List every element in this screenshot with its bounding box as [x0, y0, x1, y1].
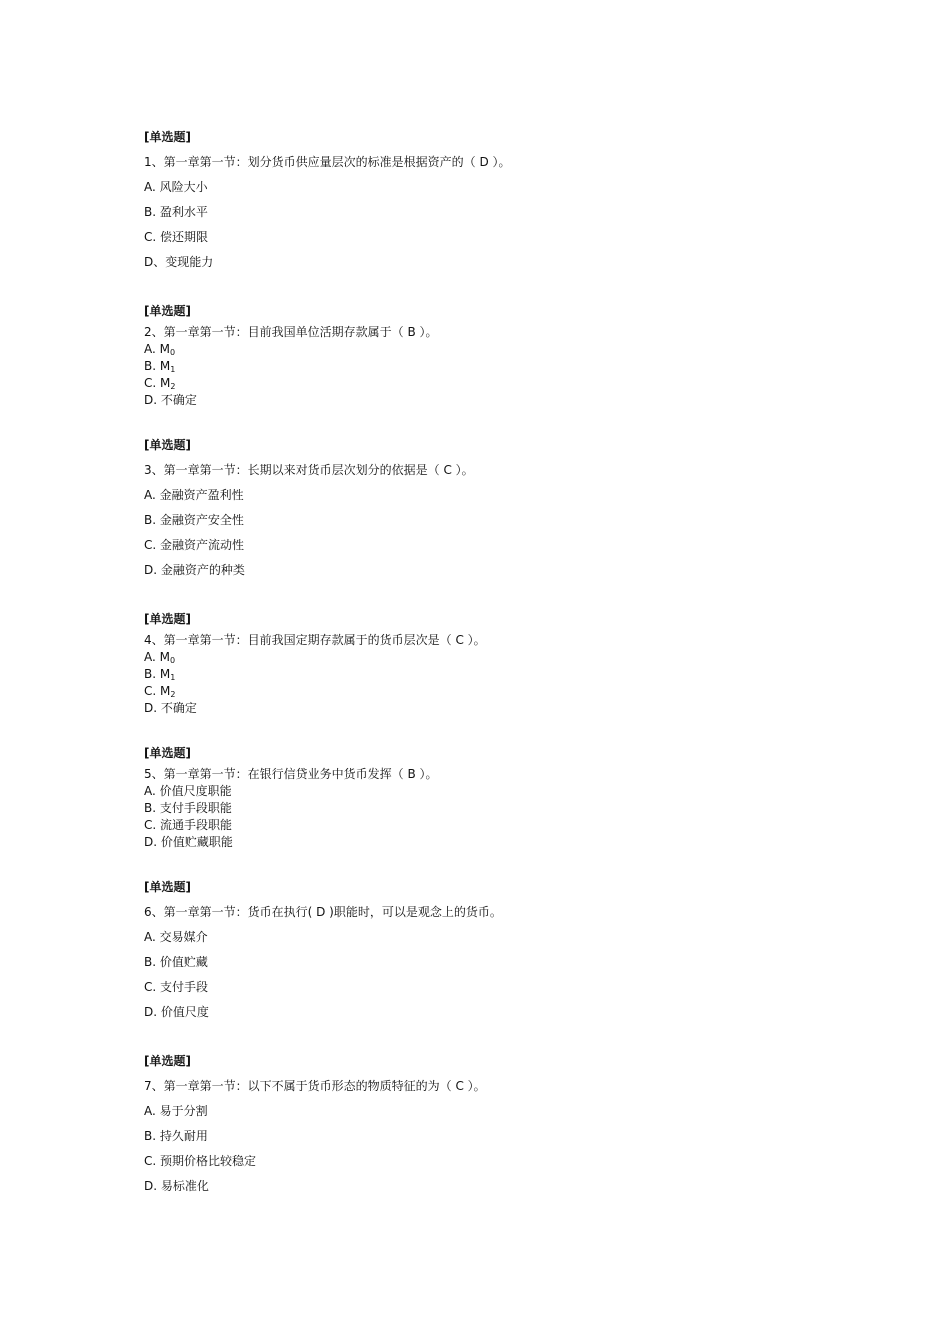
- option-a: A. 交易媒介: [144, 930, 208, 944]
- option-a: A. $M_0$: [144, 342, 176, 357]
- option-b: B. $M_1$: [144, 667, 176, 682]
- question-type: [单选题]: [144, 1054, 191, 1068]
- option-c: C. 支付手段: [144, 980, 209, 994]
- option-d: D. 易标准化: [144, 1179, 209, 1193]
- option-c: C. 偿还期限: [144, 230, 209, 244]
- option-d: D. 价值尺度: [144, 1005, 209, 1019]
- option-b: B. 盈利水平: [144, 205, 208, 219]
- question-type: [单选题]: [144, 304, 191, 318]
- question-stem: 6、第一章第一节：货币在执行( D )职能时，可以是观念上的货币。: [144, 905, 502, 919]
- option-a: A. $M_0$: [144, 650, 176, 665]
- question-stem: 2、第一章第一节：目前我国单位活期存款属于（ B ）。: [144, 325, 438, 339]
- question-stem: 5、第一章第一节：在银行信贷业务中货币发挥（ B ）。: [144, 767, 438, 781]
- question-type: [单选题]: [144, 612, 191, 626]
- option-b: B. 支付手段职能: [144, 801, 232, 815]
- option-a: A. 金融资产盈利性: [144, 488, 244, 502]
- option-d: D. 价值贮藏职能: [144, 835, 233, 849]
- option-c: C. $M_2$: [144, 376, 176, 391]
- question-stem: 4、第一章第一节：目前我国定期存款属于的货币层次是（ C ）。: [144, 633, 486, 647]
- option-d: D、变现能力: [144, 255, 214, 269]
- option-d: D. 金融资产的种类: [144, 563, 245, 577]
- question-type: [单选题]: [144, 130, 191, 144]
- option-a: A. 价值尺度职能: [144, 784, 232, 798]
- question-stem: 1、第一章第一节：划分货币供应量层次的标准是根据资产的（ D ）。: [144, 155, 511, 169]
- option-c: C. 金融资产流动性: [144, 538, 245, 552]
- option-d: D. 不确定: [144, 701, 197, 715]
- option-b: B. 价值贮藏: [144, 955, 208, 969]
- question-type: [单选题]: [144, 880, 191, 894]
- option-d: D. 不确定: [144, 393, 197, 407]
- option-b: B. 金融资产安全性: [144, 513, 244, 527]
- question-type: [单选题]: [144, 438, 191, 452]
- question-type: [单选题]: [144, 746, 191, 760]
- option-b: B. 持久耐用: [144, 1129, 208, 1143]
- option-c: C. 预期价格比较稳定: [144, 1154, 257, 1168]
- question-stem: 7、第一章第一节：以下不属于货币形态的物质特征的为（ C ）。: [144, 1079, 486, 1093]
- option-c: C. $M_2$: [144, 684, 176, 699]
- question-stem: 3、第一章第一节：长期以来对货币层次划分的依据是（ C ）。: [144, 463, 474, 477]
- option-c: C. 流通手段职能: [144, 818, 233, 832]
- option-a: A. 风险大小: [144, 180, 208, 194]
- option-a: A. 易于分割: [144, 1104, 208, 1118]
- option-b: B. $M_1$: [144, 359, 176, 374]
